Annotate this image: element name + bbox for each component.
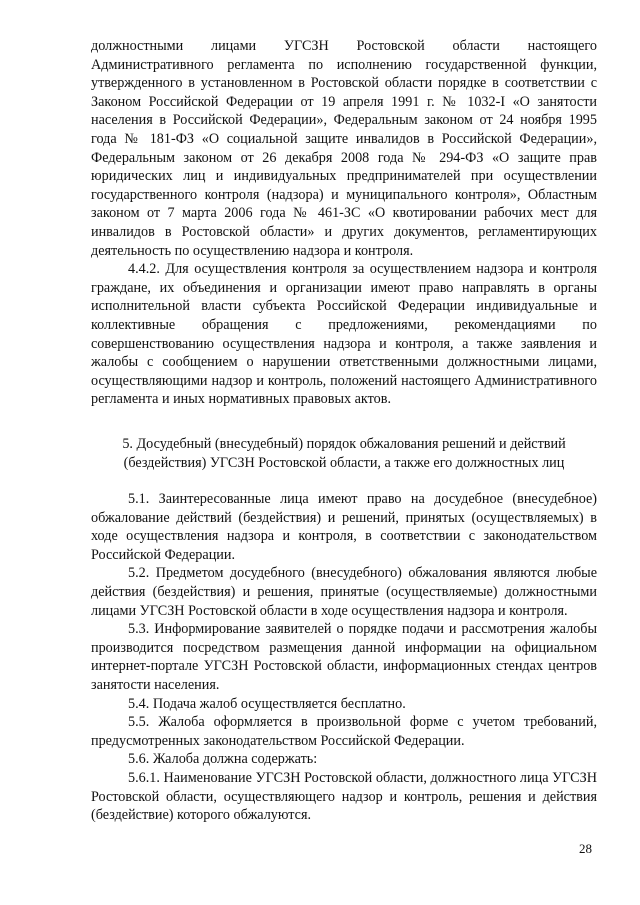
section-heading: 5. Досудебный (внесудебный) порядок обжалования решений и действий (бездействия) УГСЗН Ростовской области, а также его должностных лиц — [122, 436, 566, 471]
paragraph-5-4: 5.4. Подача жалоб осуществляется бесплатно. — [128, 695, 406, 712]
page-number: 28 — [579, 841, 592, 856]
paragraph-5-6-1: 5.6.1. Наименование УГСЗН Ростовской области, должностного лица УГСЗН Ростовской области, осуществляющего надзор и контроль, решения и действия (бездействие) которого обжалуются. — [91, 769, 597, 824]
paragraph-5-5: 5.5. Жалоба оформляется в произвольной форме с учетом требований, предусмотренных законодательством Российской Федерации. — [91, 714, 597, 749]
text-block-section-5 — [91, 490, 597, 825]
paragraph-5-2: 5.2. Предметом досудебного (внесудебного) обжалования являются любые действия (бездействия) и решения, принятые (осуществляемые) должностными лицами УГСЗН Ростовской области в ходе осуществления надзора и контроля. — [91, 565, 597, 619]
text-block-top — [91, 37, 597, 409]
paragraph-4-4-2: 4.4.2. Для осуществления контроля за осуществлением надзора и контроля граждане, их объединения и организации имеют право направлять в органы исполнительной власти субъекта Российской Федерации индивидуальные и коллективные обращения с предложениями, рекомендациями по совершенствованию осуществления надзора и контроля, а также заявления и жалобы с сообщением о нарушении ответственными должностными лицами, осуществляющими надзор и контроль, положений настоящего Административного регламента и иных нормативных правовых актов. — [91, 261, 597, 408]
paragraph-5-1: 5.1. Заинтересованные лица имеют право на досудебное (внесудебное) обжалование действий (бездействия) и решений, принятых (осуществляемых) в ходе осуществления надзора и контроля, в соответствии с законодательством Российской Федерации. — [91, 491, 597, 563]
paragraph-5-3: 5.3. Информирование заявителей о порядке подачи и рассмотрения жалобы производится посредством размещения данной информации на официальном интернет-портале УГСЗН Ростовской области, информационных стендах центров занятости населения. — [91, 621, 597, 693]
paragraph-5-6: 5.6. Жалоба должна содержать: — [128, 751, 318, 768]
continuation-paragraph: должностными лицами УГСЗН Ростовской области настоящего Административного регламента по исполнению государственной функции, утвержденного в установленном в Ростовской области порядке в соответствии с Законом Российской Федерации от 19 апреля 1991 г. № 1032-I «О занятости населения в Российской Федерации», Федеральным законом от 24 ноября 1995 года № 181-ФЗ «О социальной защите инвалидов в Российской Федерации», Федеральным законом от 26 декабря 2008 года № 294-ФЗ «О защите прав юридических лиц и индивидуальных предпринимателей при осуществлении государственного контроля (надзора) и муниципального контроля», Областным законом от 7 марта 2006 года № 461-ЗС «О квотировании рабочих мест для инвалидов в Ростовской области» и других документов, регламентирующих деятельность по осуществлению надзора и контроля. — [91, 38, 597, 259]
